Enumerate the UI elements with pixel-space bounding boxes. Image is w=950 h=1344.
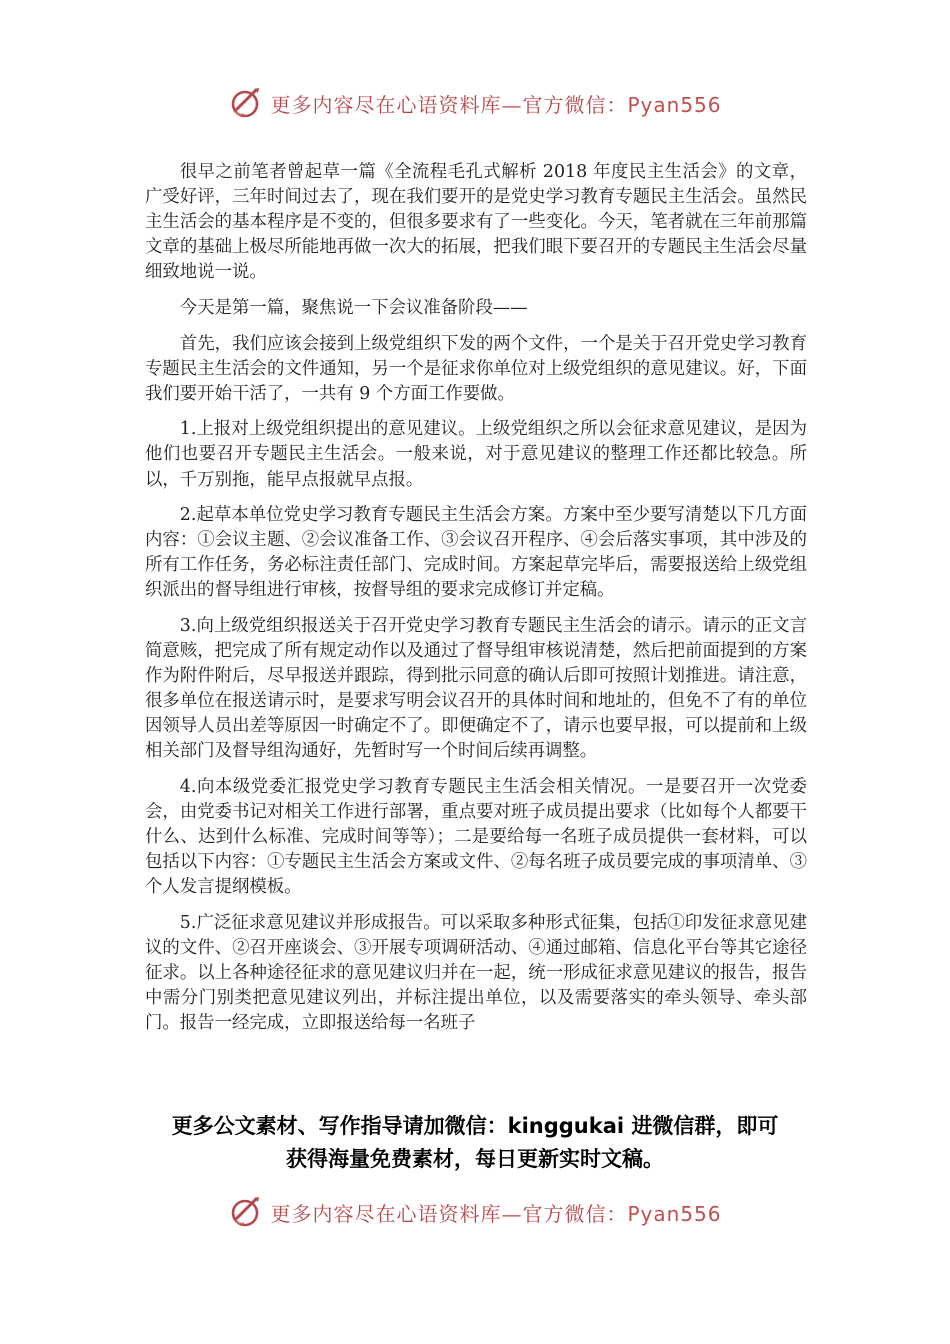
paragraph-item-1: 1.上报对上级党组织提出的意见建议。上级党组织之所以会征求意见建议，是因为他们也要召开专题民主生活会。一般来说，对于意见建议的整理工作还都比较急。所以，千万别拖，能早点报就早点报。 <box>145 419 807 490</box>
header-banner <box>0 83 950 123</box>
article-body <box>145 160 807 1047</box>
pen-logo-icon <box>228 1194 264 1230</box>
paragraph-item-4: 4.向本级党委汇报党史学习教育专题民主生活会相关情况。一是要召开一次党委会，由党委书记对相关工作进行部署，重点要对班子成员提出要求（比如每个人都要干什么、达到什么标准、完成时间等等）；二是要给每一名班子成员提供一套材料，可以包括以下内容：①专题民主生活会方案或文件、②每名班子成员要完成的事项清单、③个人发言提纲模板。 <box>145 777 807 898</box>
promo-line-2: 获得海量免费素材，每日更新实时文稿。 <box>286 1147 664 1171</box>
footer-wechat-id: Pyan556 <box>627 1201 722 1226</box>
footer-text <box>270 1198 721 1227</box>
paragraph-item-5: 5.广泛征求意见建议并形成报告。可以采取多种形式征集，包括①印发征求意见建议的文件、②召开座谈会、③开展专项调研活动、④通过邮箱、信息化平台等其它途径征求。以上各种途径征求的意见建议归并在一起，统一形成征求意见建议的报告，报告中需分门别类把意见建议列出，并标注提出单位，以及需要落实的牵头领导、牵头部门。报告一经完成，立即报送给每一名班子 <box>145 913 807 1034</box>
footer-banner <box>0 1192 950 1232</box>
pen-logo-icon <box>228 85 264 121</box>
header-wechat-label: 官方微信： <box>522 92 628 117</box>
paragraph-intro: 很早之前笔者曾起草一篇《全流程毛孔式解析 2018 年度民主生活会》的文章，广受好评，三年时间过去了，现在我们要开的是党史学习教育专题民主生活会。虽然民主生活会的基本程序是不变的，但很多要求有了一些变化。今天，笔者就在三年前那篇文章的基础上极尽所能地再做一次大的拓展，把我们眼下要召开的专题民主生活会尽量细致地说一说。 <box>145 162 807 283</box>
paragraph-item-3: 3.向上级党组织报送关于召开党史学习教育专题民主生活会的请示。请示的正文言简意赅，把完成了所有规定动作以及通过了督导组审核说清楚，然后把前面提到的方案作为附件附后，尽早报送并跟踪，得到批示同意的确认后即可按照计划推进。请注意，很多单位在报送请示时，是要求写明会议召开的具体时间和地址的，但免不了有的单位因领导人员出差等原因一时确定不了。即便确定不了，请示也要早报，可以提前和上级相关部门及督导组沟通好，先暂时写一个时间后续再调整。 <box>145 616 807 762</box>
footer-wechat-label: 官方微信： <box>522 1201 628 1226</box>
header-separator: — <box>501 92 523 117</box>
header-text <box>270 89 721 118</box>
header-wechat-id: Pyan556 <box>627 92 722 117</box>
paragraph-first-article: 今天是第一篇，聚焦说一下会议准备阶段—— <box>179 297 528 318</box>
promo-notice <box>0 1110 950 1176</box>
paragraph-first-step: 首先，我们应该会接到上级党组织下发的两个文件，一个是关于召开党史学习教育专题民主生活会的文件通知，另一个是征求你单位对上级党组织的意见建议。好，下面我们要开始干活了，一共有 9 个方面工作要做。 <box>145 333 807 404</box>
header-site-name: 更多内容尽在心语资料库 <box>270 92 502 117</box>
promo-line-1: 更多公文素材、写作指导请加微信：kinggukai 进微信群，即可 <box>171 1114 779 1138</box>
footer-separator: — <box>501 1201 523 1226</box>
footer-site-name: 更多内容尽在心语资料库 <box>270 1201 502 1226</box>
paragraph-item-2: 2.起草本单位党史学习教育专题民主生活会方案。方案中至少要写清楚以下几方面内容：①会议主题、②会议准备工作、③会议召开程序、④会后落实事项，其中涉及的所有工作任务，务必标注责任部门、完成时间。方案起草完毕后，需要报送给上级党组织派出的督导组进行审核，按督导组的要求完成修订并定稿。 <box>145 505 807 601</box>
